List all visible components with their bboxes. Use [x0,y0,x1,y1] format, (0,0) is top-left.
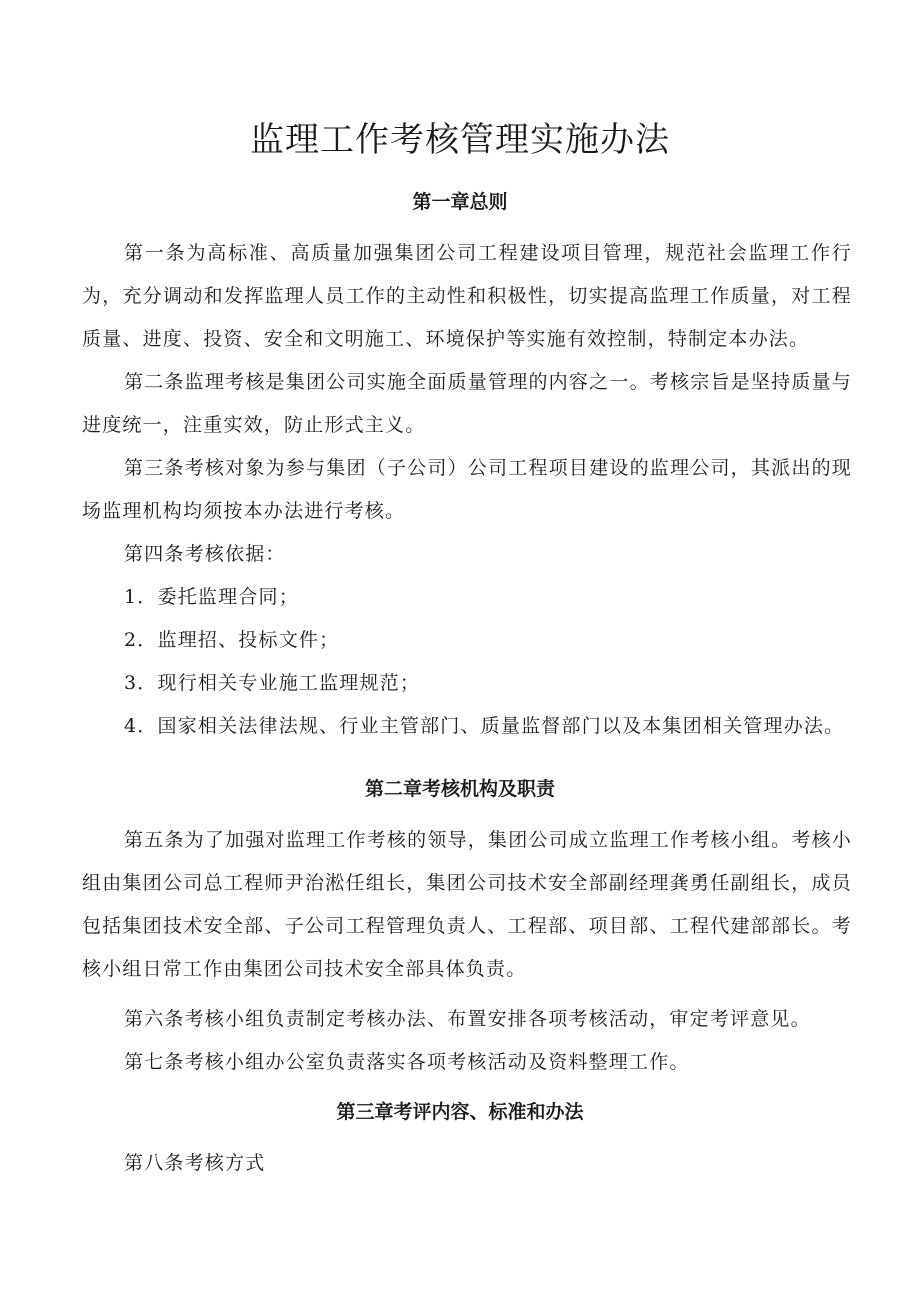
document-title: 监理工作考核管理实施办法 [250,120,670,160]
basis-item-4: 4．国家相关法律法规、行业主管部门、质量监督部门以及本集团相关管理办法。 [124,715,845,737]
article-1: 第一条为高标准、高质量加强集团公司工程建设项目管理，规范社会监理工作行为，充分调动和发挥监理人员工作的主动性和积极性，切实提高监理工作质量，对工程质量、进度、投资、安全和文明施工、环境保护等实施有效控制，特制定本办法。 [82,242,852,350]
chapter-1-heading: 第一章总则 [412,191,508,213]
article-3: 第三条考核对象为参与集团（子公司）公司工程项目建设的监理公司，其派出的现场监理机构均须按本办法进行考核。 [82,457,852,522]
article-2: 第二条监理考核是集团公司实施全面质量管理的内容之一。考核宗旨是坚持质量与进度统一，注重实效，防止形式主义。 [82,371,852,436]
basis-item-1: 1．委托监理合同； [124,586,299,608]
article-6: 第六条考核小组负责制定考核办法、布置安排各项考核活动，审定考评意见。 [124,1008,811,1030]
article-8: 第八条考核方式 [124,1152,266,1174]
basis-item-3: 3．现行相关专业施工监理规范； [124,672,421,694]
basis-item-2: 2．监理招、投标文件； [124,629,340,651]
chapter-3-heading: 第三章考评内容、标准和办法 [336,1101,584,1123]
article-7: 第七条考核小组办公室负责落实各项考核活动及资料整理工作。 [124,1051,690,1073]
chapter-2-heading: 第二章考核机构及职责 [364,778,555,800]
article-4: 第四条考核依据： [124,543,286,565]
article-5: 第五条为了加强对监理工作考核的领导，集团公司成立监理工作考核小组。考核小组由集团公司总工程师尹治淞任组长，集团公司技术安全部副经理龚勇任副组长，成员包括集团技术安全部、子公司工程管理负责人、工程部、项目部、工程代建部部长。考核小组日常工作由集团公司技术安全部具体负责。 [82,829,852,980]
